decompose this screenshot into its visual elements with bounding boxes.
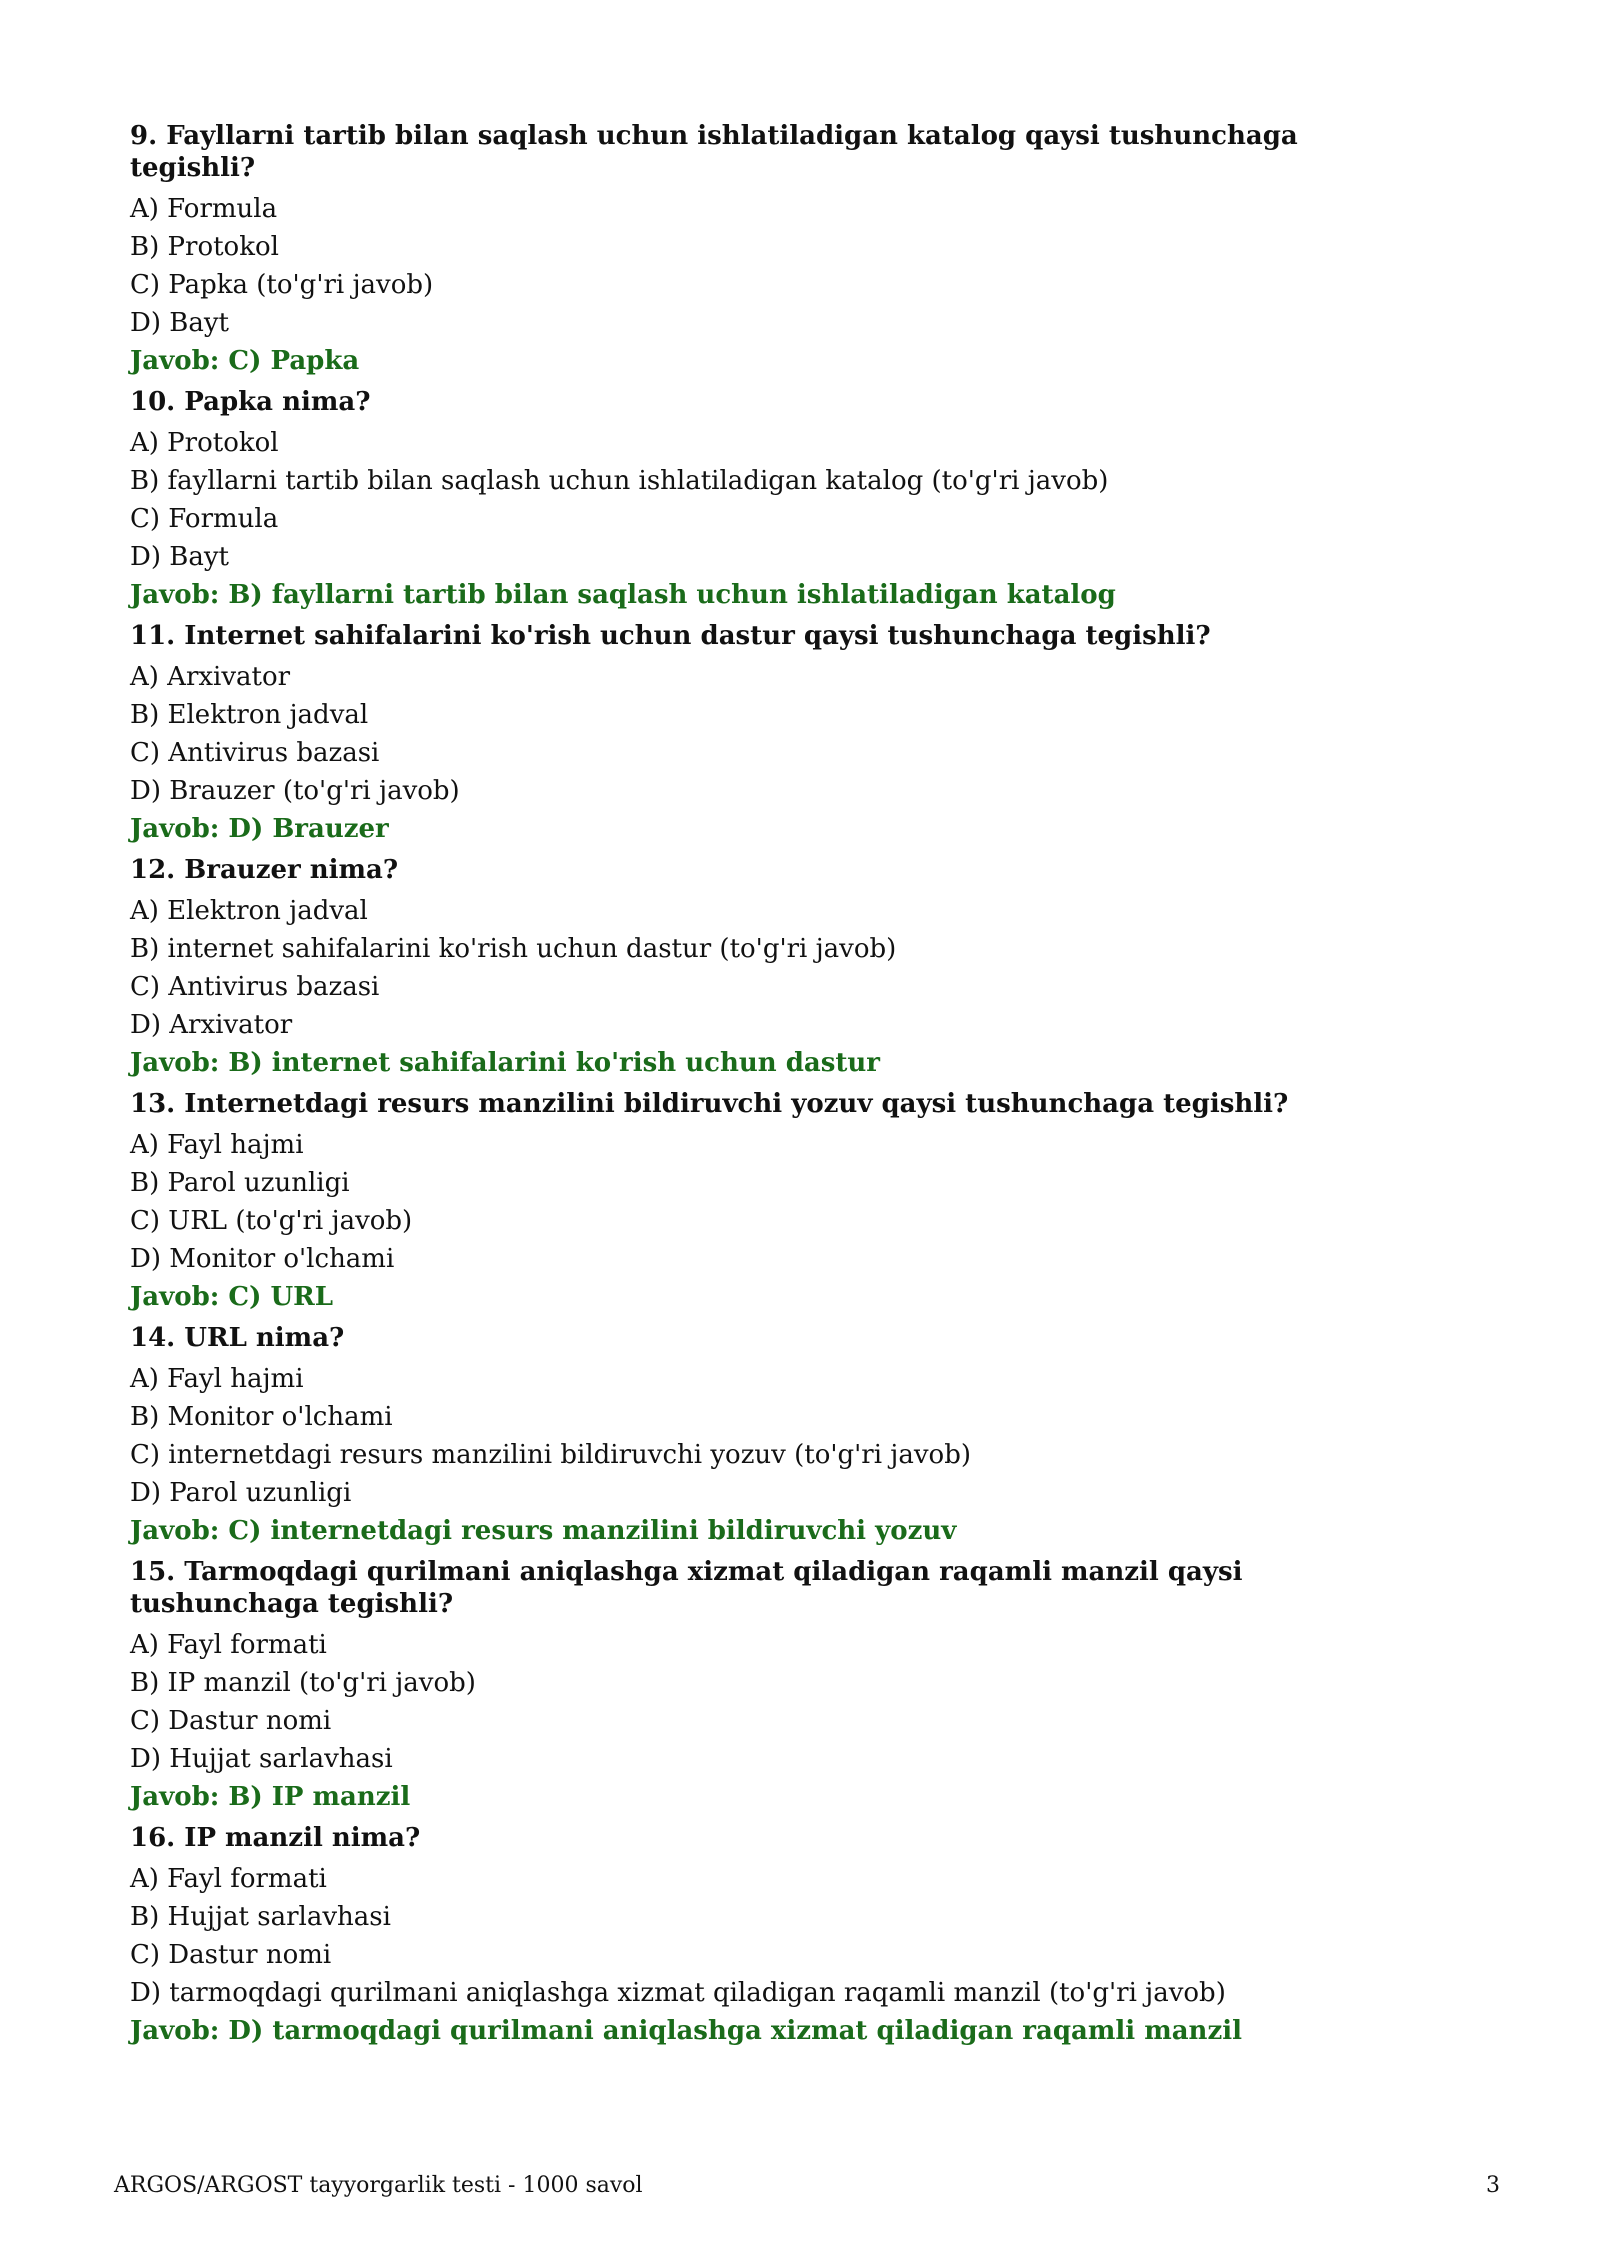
option: B) fayllarni tartib bilan saqlash uchun ishlatiladigan katalog (to'g'ri javob) <box>130 466 1109 496</box>
answer-line: Javob: D) Brauzer <box>130 814 389 844</box>
question-list <box>130 120 1430 2056</box>
option: A) Protokol <box>130 428 279 458</box>
question-title: 16. IP manzil nima? <box>130 1823 421 1853</box>
option: C) Antivirus bazasi <box>130 972 380 1002</box>
option: A) Fayl formati <box>130 1864 327 1894</box>
answer-line: Javob: B) fayllarni tartib bilan saqlash uchun ishlatiladigan katalog <box>130 580 1116 610</box>
option: D) tarmoqdagi qurilmani aniqlashga xizmat qiladigan raqamli manzil (to'g'ri javob) <box>130 1978 1226 2008</box>
option: B) Monitor o'lchami <box>130 1402 393 1432</box>
option: D) Monitor o'lchami <box>130 1244 395 1274</box>
option: C) Papka (to'g'ri javob) <box>130 270 434 300</box>
option: A) Arxivator <box>130 662 291 692</box>
option: B) IP manzil (to'g'ri javob) <box>130 1668 476 1698</box>
question-title: 11. Internet sahifalarini ko'rish uchun dastur qaysi tushunchaga tegishli? <box>130 621 1211 651</box>
option: D) Bayt <box>130 542 229 572</box>
option: B) Elektron jadval <box>130 700 369 730</box>
option: A) Fayl hajmi <box>130 1364 304 1394</box>
option: D) Parol uzunligi <box>130 1478 352 1508</box>
option: C) internetdagi resurs manzilini bildiruvchi yozuv (to'g'ri javob) <box>130 1440 971 1470</box>
question-block <box>130 1322 1430 1550</box>
question-block <box>130 1556 1430 1816</box>
question-title: 15. Tarmoqdagi qurilmani aniqlashga xizmat qiladigan raqamli manzil qaysi tushunchaga tegishli? <box>130 1557 1243 1619</box>
option: D) Bayt <box>130 308 229 338</box>
option: B) Parol uzunligi <box>130 1168 350 1198</box>
question-block <box>130 386 1430 614</box>
answer-line: Javob: C) Papka <box>130 346 360 376</box>
option: C) Dastur nomi <box>130 1940 332 1970</box>
option: A) Fayl formati <box>130 1630 327 1660</box>
answer-line: Javob: B) IP manzil <box>130 1782 411 1812</box>
question-block <box>130 1088 1430 1316</box>
option: B) internet sahifalarini ko'rish uchun dastur (to'g'ri javob) <box>130 934 897 964</box>
option: D) Brauzer (to'g'ri javob) <box>130 776 460 806</box>
question-title: 12. Brauzer nima? <box>130 855 399 885</box>
question-title: 13. Internetdagi resurs manzilini bildiruvchi yozuv qaysi tushunchaga tegishli? <box>130 1089 1289 1119</box>
page-number: 3 <box>1486 2173 1500 2198</box>
footer-title: ARGOS/ARGOST tayyorgarlik testi - 1000 savol <box>114 2173 643 2198</box>
answer-line: Javob: C) internetdagi resurs manzilini bildiruvchi yozuv <box>130 1516 957 1546</box>
option: A) Elektron jadval <box>130 896 368 926</box>
option: A) Formula <box>130 194 278 224</box>
question-title: 9. Fayllarni tartib bilan saqlash uchun ishlatiladigan katalog qaysi tushunchaga tegishli? <box>130 121 1298 183</box>
option: C) Antivirus bazasi <box>130 738 380 768</box>
option: C) Dastur nomi <box>130 1706 332 1736</box>
option: C) Formula <box>130 504 279 534</box>
option: A) Fayl hajmi <box>130 1130 304 1160</box>
option: B) Protokol <box>130 232 279 262</box>
question-block <box>130 1822 1430 2050</box>
option: B) Hujjat sarlavhasi <box>130 1902 391 1932</box>
question-block <box>130 620 1430 848</box>
question-title: 14. URL nima? <box>130 1323 345 1353</box>
option: D) Arxivator <box>130 1010 293 1040</box>
question-title: 10. Papka nima? <box>130 387 371 417</box>
option: D) Hujjat sarlavhasi <box>130 1744 393 1774</box>
question-block <box>130 120 1430 380</box>
answer-line: Javob: C) URL <box>130 1282 334 1312</box>
answer-line: Javob: D) tarmoqdagi qurilmani aniqlashga xizmat qiladigan raqamli manzil <box>130 2016 1242 2046</box>
question-block <box>130 854 1430 1082</box>
option: C) URL (to'g'ri javob) <box>130 1206 413 1236</box>
answer-line: Javob: B) internet sahifalarini ko'rish uchun dastur <box>130 1048 880 1078</box>
